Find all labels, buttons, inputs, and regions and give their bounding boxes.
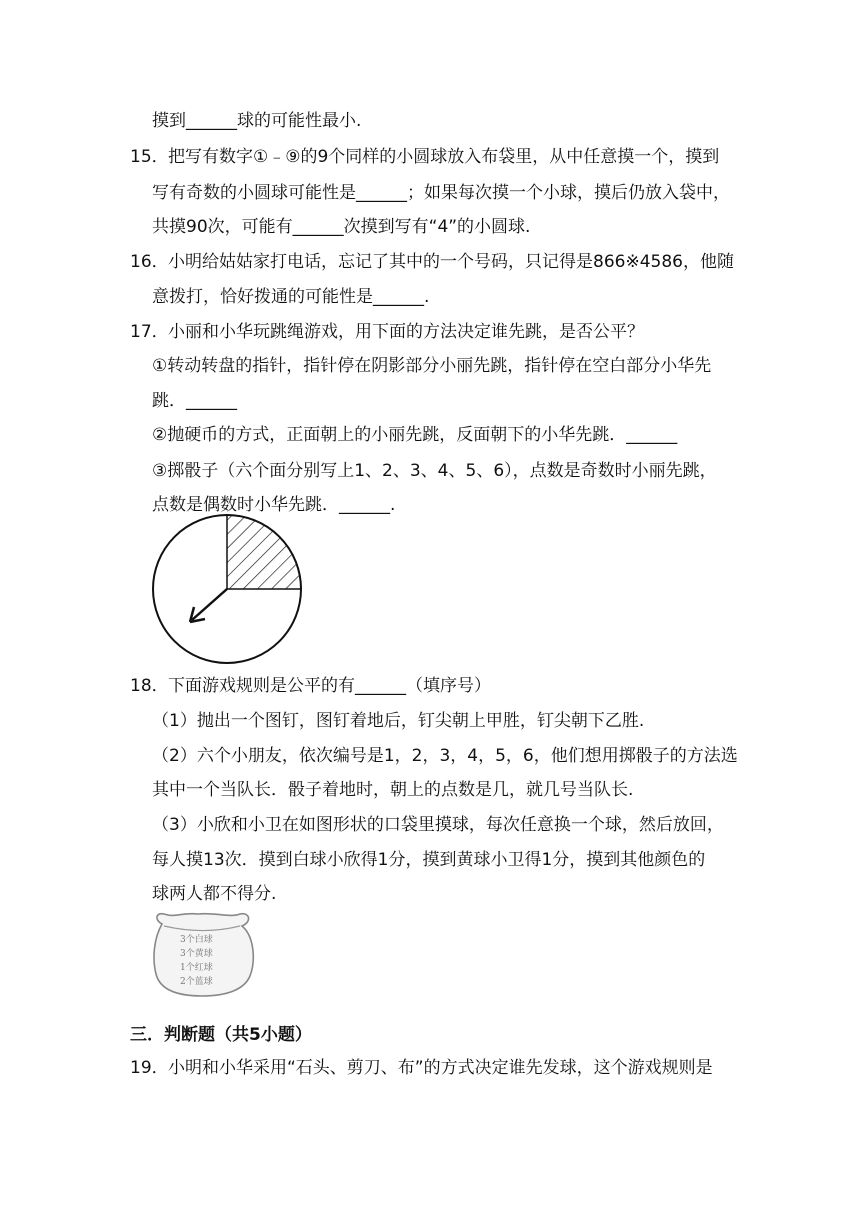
bag-label: 2个蓝球 bbox=[180, 977, 213, 987]
question-text: 小明给姑姑家打电话，忘记了其中的一个号码，只记得是866※4586，他随 bbox=[168, 252, 734, 272]
question-text: ②抛硬币的方式，正面朝上的小丽先跳，反面朝下的小华先跳．______ bbox=[152, 425, 678, 445]
q14-tail: 摸到______球的可能性最小. bbox=[152, 111, 362, 131]
question-text: 小明和小华采用“石头、剪刀、布”的方式决定谁先发球，这个游戏规则是 bbox=[168, 1058, 713, 1078]
bag-label: 3个黄球 bbox=[180, 949, 213, 959]
question-text: 共摸90次，可能有______次摸到写有“4”的小圆球. bbox=[152, 217, 531, 237]
question-text: （3）小欣和小卫在如图形状的口袋里摸球，每次任意换一个球，然后放回， bbox=[152, 815, 724, 835]
question-text: 每人摸13次．摸到白球小欣得1分，摸到黄球小卫得1分，摸到其他颜色的 bbox=[152, 850, 706, 870]
question-text: ③掷骰子（六个面分别写上1、2、3、4、5、6），点数是奇数时小丽先跳， bbox=[152, 461, 717, 481]
section-heading: 三．判断题（共5小题） bbox=[130, 1025, 312, 1045]
question-number: 18． bbox=[130, 676, 169, 696]
question-number: 15． bbox=[130, 147, 169, 167]
bag-figure bbox=[150, 910, 260, 1000]
question-text: 把写有数字①﹣⑨的9个同样的小圆球放入布袋里，从中任意摸一个，摸到 bbox=[168, 147, 720, 167]
question-text: 点数是偶数时小华先跳．______. bbox=[152, 495, 396, 515]
question-text: 跳．______ bbox=[152, 391, 237, 411]
bag-label: 3个白球 bbox=[180, 935, 213, 945]
question-text: ①转动转盘的指针，指针停在阴影部分小丽先跳，指针停在空白部分小华先 bbox=[152, 356, 712, 376]
bag-label: 1个红球 bbox=[180, 963, 213, 973]
shaded-quarter bbox=[227, 515, 301, 589]
question-number: 17． bbox=[130, 322, 169, 342]
question-text: 小丽和小华玩跳绳游戏，用下面的方法决定谁先跳，是否公平？ bbox=[168, 322, 644, 342]
question-text: 球两人都不得分. bbox=[152, 884, 277, 904]
spinner-figure bbox=[150, 512, 310, 672]
question-text: 写有奇数的小圆球可能性是______；如果每次摸一个小球，摸后仍放入袋中， bbox=[152, 183, 730, 203]
question-text: 下面游戏规则是公平的有______（填序号） bbox=[168, 676, 491, 696]
question-text: 意拨打，恰好拨通的可能性是______. bbox=[152, 287, 430, 307]
question-text: （1）抛出一个图钉，图钉着地后，钉尖朝上甲胜，钉尖朝下乙胜. bbox=[152, 711, 645, 731]
question-number: 16． bbox=[130, 252, 169, 272]
question-text: 其中一个当队长．骰子着地时，朝上的点数是几，就几号当队长. bbox=[152, 780, 634, 800]
question-text: （2）六个小朋友，依次编号是1，2，3，4，5，6，他们想用掷骰子的方法选 bbox=[152, 746, 738, 766]
question-number: 19． bbox=[130, 1058, 169, 1078]
